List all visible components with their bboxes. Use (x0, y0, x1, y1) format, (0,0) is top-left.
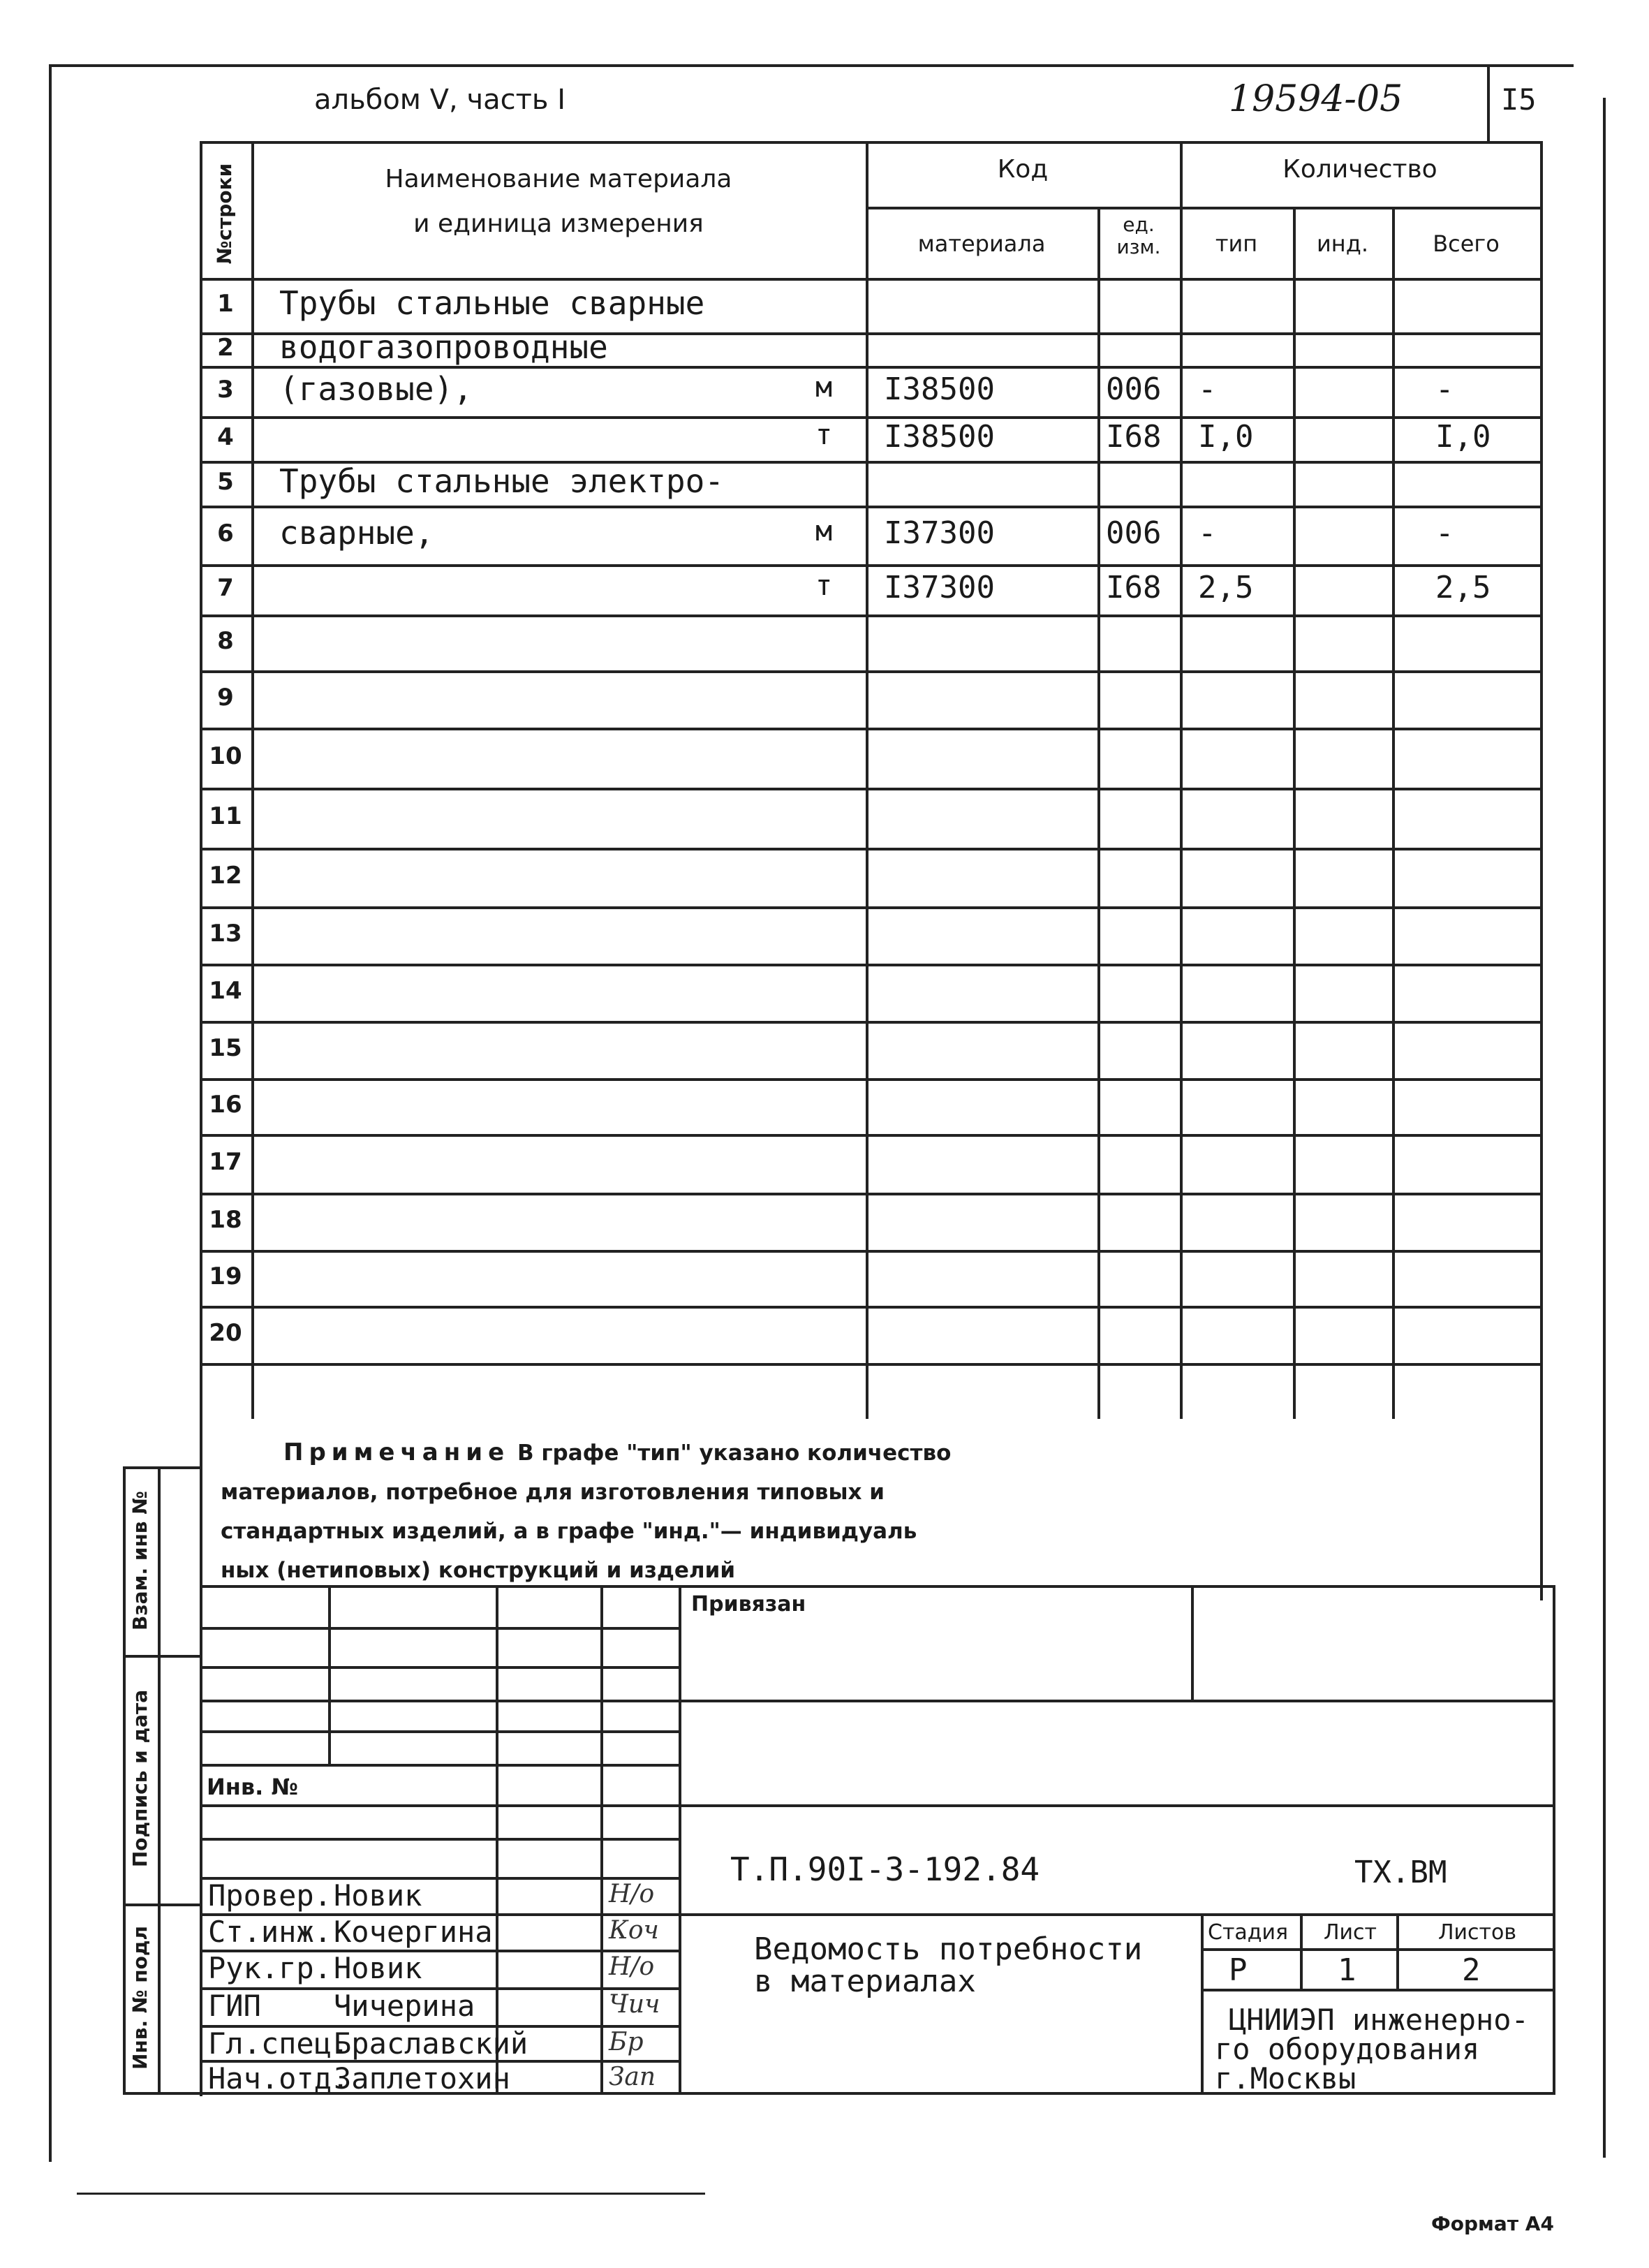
sheet-frame (49, 64, 1574, 2162)
sheet-value: 1 (1338, 1952, 1356, 1988)
sheets-value: 2 (1462, 1952, 1481, 1988)
signer-role: Провер. (208, 1878, 332, 1913)
name-header-line2: и единица измерения (413, 209, 704, 238)
row-number: 9 (217, 684, 234, 712)
stamp-line-5 (200, 1764, 679, 1767)
sheet-label: Лист (1324, 1920, 1377, 1945)
row-number: 3 (217, 376, 234, 404)
stamp-line-6 (200, 1804, 1554, 1807)
row-code-cell: I38500 (884, 371, 995, 407)
note-line-1 (221, 1433, 1198, 1473)
row-type-cell: I,0 (1198, 419, 1254, 455)
row-unit-letter: м (815, 371, 833, 404)
inv-no-label: Инв. № (207, 1774, 298, 1800)
stamp-right (1553, 1585, 1555, 2095)
stage-label: Стадия (1208, 1920, 1289, 1945)
label-inv: Инв. № подл (128, 1925, 151, 2070)
doc-code: Т.П.90I-3-192.84 (730, 1850, 1040, 1888)
note-line3: стандартных изделий, а в графе "инд."— индивидуаль (221, 1519, 917, 1544)
org-line-1: ЦНИИЭП инженерно- (1229, 2003, 1529, 2037)
row-number: 10 (209, 742, 242, 770)
row-code-cell: I37300 (884, 515, 995, 551)
page-box-left (1487, 64, 1490, 142)
row-number: 2 (217, 334, 234, 362)
margin-strip-left (123, 1466, 126, 2095)
row-code-cell: I37300 (884, 570, 995, 605)
row-number: 20 (209, 1319, 242, 1347)
note-text (221, 1433, 1198, 1590)
label-podpis: Подпись и дата (128, 1689, 151, 1868)
signer-role: Рук.гр. (208, 1951, 332, 1985)
row-number: 16 (209, 1091, 242, 1119)
row-number: 5 (217, 468, 234, 496)
row-number: 11 (209, 802, 242, 830)
material-header: материала (917, 230, 1046, 257)
format-label: Формат А4 (1431, 2212, 1554, 2235)
stamp-top (200, 1585, 1554, 1588)
stage-box-div1 (1300, 1913, 1303, 1990)
signer-role: Ст.инж. (208, 1915, 332, 1949)
row-number: 4 (217, 423, 234, 451)
margin-strip-mid (158, 1466, 161, 2095)
quantity-header: Количество (1282, 155, 1437, 184)
stamp-col-a (328, 1585, 331, 1764)
signer-name: Новик (334, 1878, 422, 1913)
stamp-line-4 (200, 1730, 679, 1733)
label-vzam: Взам. инв № (128, 1491, 151, 1630)
signer-role: Гл.спец. (208, 2026, 350, 2061)
row-material-name: (газовые), (279, 370, 473, 408)
stamp-col-e (1191, 1585, 1194, 1700)
signer-role: Нач.отд. (208, 2061, 350, 2096)
signer-name: Браславский (334, 2026, 528, 2061)
row-number: 17 (209, 1148, 242, 1176)
note-line2: материалов, потребное для изготовления типовых и (221, 1480, 885, 1505)
signer-signature: Зап (609, 2063, 656, 2091)
signer-name: Новик (334, 1951, 422, 1985)
org-line-3: г.Москвы (1215, 2061, 1356, 2096)
signer-signature: Коч (609, 1916, 659, 1945)
row-number: 15 (209, 1034, 242, 1062)
album-label: альбом V, часть I (314, 84, 565, 116)
row-type-cell: - (1198, 515, 1217, 551)
row-number: 6 (217, 520, 234, 547)
stage-value: Р (1229, 1952, 1248, 1988)
sheets-label: Листов (1438, 1920, 1517, 1945)
row-type-cell: 2,5 (1198, 570, 1254, 605)
stage-box-div2 (1396, 1913, 1399, 1990)
signer-signature: Н/о (609, 1880, 655, 1908)
row-unit-letter: т (815, 419, 833, 451)
signer-name: Заплетохин (334, 2061, 510, 2096)
row-number: 19 (209, 1262, 242, 1290)
row-number: 12 (209, 862, 242, 890)
org-line-2: го оборудования (1215, 2032, 1480, 2066)
stage-box-left (1201, 1913, 1204, 2095)
row-number: 1 (217, 290, 234, 318)
unit-header: ед. изм. (1116, 213, 1161, 258)
note-right-edge (1540, 1419, 1543, 1600)
margin-strip-div2 (123, 1904, 200, 1906)
row-total-cell: I,0 (1435, 419, 1491, 455)
signer-name: Кочергина (334, 1915, 493, 1949)
ind-header: инд. (1316, 230, 1368, 257)
row-number: 13 (209, 920, 242, 948)
privyazan-label: Привязан (691, 1592, 806, 1617)
stamp-col-d (679, 1585, 681, 2095)
note-line4: ных (нетиповых) конструкций и изделий (221, 1558, 736, 1583)
row-number: 8 (217, 627, 234, 655)
row-total-cell: 2,5 (1435, 570, 1491, 605)
signer-signature: Чич (609, 1990, 660, 2019)
margin-strip-div1 (123, 1655, 200, 1658)
code-header: Код (997, 155, 1049, 184)
total-header: Всего (1433, 230, 1500, 257)
name-header-line1: Наименование материала (385, 165, 732, 193)
stamp-line-3 (200, 1700, 1554, 1702)
row-number: 14 (209, 977, 242, 1005)
row-unit-cell: 006 (1106, 371, 1162, 407)
margin-strip-top (123, 1466, 200, 1469)
row-unit-cell: 006 (1106, 515, 1162, 551)
row-material-name: Трубы стальные электро- (279, 462, 724, 500)
signer-signature: Н/о (609, 1952, 655, 1981)
note-left-edge (200, 1419, 202, 2096)
frame-left-margin (49, 64, 52, 595)
row-total-cell: - (1435, 371, 1454, 407)
doc-title-1: Ведомость потребности (754, 1931, 1143, 1967)
row-material-name: сварные, (279, 514, 434, 552)
row-number: 18 (209, 1206, 242, 1234)
signer-role: ГИП (208, 1989, 261, 2023)
row-number: 7 (217, 574, 234, 602)
stamp-line-7 (200, 1838, 679, 1841)
row-unit-letter: т (815, 570, 833, 602)
stamp-line-2 (200, 1666, 679, 1669)
type-header: тип (1215, 230, 1258, 257)
doc-number: 19594-05 (1229, 78, 1403, 120)
doc-title-2: в материалах (754, 1964, 976, 1999)
signer-signature: Бр (609, 2028, 644, 2056)
row-type-cell: - (1198, 371, 1217, 407)
doc-mark: ТХ.ВМ (1354, 1855, 1447, 1890)
row-code-cell: I38500 (884, 419, 995, 455)
sheet-page: I5 (1501, 82, 1537, 117)
stage-box-mid (1201, 1948, 1554, 1951)
row-material-name: водогазопроводные (279, 328, 608, 366)
note-line1: В графе "тип" указано количество (517, 1441, 952, 1466)
stage-box-bottom (1201, 1989, 1554, 1991)
row-material-name: Трубы стальные сварные (279, 284, 705, 322)
stamp-line-1 (200, 1627, 679, 1630)
row-unit-letter: м (815, 515, 833, 547)
frame-right-edge (1603, 98, 1606, 2158)
row-unit-cell: I68 (1106, 570, 1162, 605)
footer-rule (77, 2193, 705, 2195)
note-lead: Примечание (283, 1438, 510, 1466)
row-total-cell: - (1435, 515, 1454, 551)
row-number-header: №строки (213, 163, 236, 265)
signer-name: Чичерина (334, 1989, 475, 2023)
row-unit-cell: I68 (1106, 419, 1162, 455)
